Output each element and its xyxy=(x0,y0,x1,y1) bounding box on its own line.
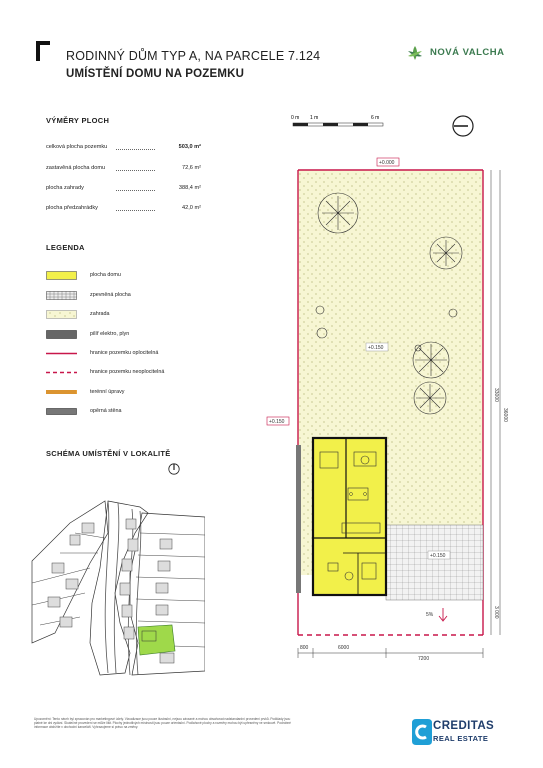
scale-label-0: 0 m xyxy=(291,115,300,121)
fence-dashed-swatch-icon xyxy=(46,368,77,377)
creditas-name: CREDITAS xyxy=(433,720,495,732)
level-left: +0.150 xyxy=(269,419,285,425)
area-row xyxy=(46,144,201,153)
location-map xyxy=(30,493,205,678)
legend-heading: LEGENDA xyxy=(46,243,85,252)
legend-item xyxy=(46,290,206,302)
leader-dots xyxy=(116,149,155,150)
leader-dots xyxy=(116,210,155,211)
terrace xyxy=(386,525,483,600)
leader-dots xyxy=(116,190,155,191)
legend-item xyxy=(46,387,206,399)
brand-name: NOVÁ VALCHA xyxy=(430,47,505,58)
page-subtitle: UMÍSTĚNÍ DOMU NA POZEMKU xyxy=(66,68,245,80)
level-garden: +0.150 xyxy=(368,345,384,351)
level-top: +0.000 xyxy=(379,160,395,166)
wall-swatch-icon xyxy=(46,407,77,416)
legend-item xyxy=(46,329,206,341)
area-label: zastavěná plocha domu xyxy=(46,165,106,171)
house-footprint xyxy=(313,438,386,595)
area-row xyxy=(46,185,201,194)
scale-label-6: 6 m xyxy=(371,115,380,121)
leader-dots xyxy=(116,170,155,171)
dim-a: 800 xyxy=(300,645,309,651)
area-label: plocha zahrady xyxy=(46,185,84,191)
area-row xyxy=(46,165,201,174)
location-heading: SCHÉMA UMÍSTĚNÍ V LOKALITĚ xyxy=(46,449,171,458)
legend-item xyxy=(46,309,206,321)
legend-label: zpevněná plocha xyxy=(90,292,131,298)
scale-label-1: 1 m xyxy=(310,115,319,121)
pillar-swatch-icon xyxy=(46,330,77,339)
terrain-swatch-icon xyxy=(46,388,77,397)
areas-heading: VÝMĚRY PLOCH xyxy=(46,116,110,125)
area-value: 503,0 m² xyxy=(178,144,201,150)
legend-label: pilíř elektro, plyn xyxy=(90,331,130,337)
site-plan xyxy=(258,108,528,663)
north-arrow-icon xyxy=(453,116,473,136)
area-row xyxy=(46,205,201,214)
scale-bar xyxy=(291,115,383,126)
north-arrow-icon xyxy=(168,463,180,475)
area-label: celková plocha pozemku xyxy=(46,144,108,150)
legend-item xyxy=(46,270,206,282)
dim-bottom: 3 000 xyxy=(493,606,499,619)
level-terrace: +0.150 xyxy=(430,553,446,559)
legend-label: terénní úpravy xyxy=(90,389,125,395)
paved-swatch-icon xyxy=(46,291,77,300)
legend-label: plocha domu xyxy=(90,272,121,278)
legend-label: hranice pozemku oplocitelná xyxy=(90,350,159,356)
dim-inner: 33000 xyxy=(493,388,499,402)
area-value: 72,6 m² xyxy=(182,165,201,171)
area-value: 42,0 m² xyxy=(182,205,201,211)
garden-swatch-icon xyxy=(46,310,77,319)
fence-solid-swatch-icon xyxy=(46,349,77,358)
slope-label: 5% xyxy=(426,612,434,618)
legend-item xyxy=(46,367,206,379)
disclaimer-text: Upozornění: Tento návrh byl zpracován pro marketingové účely. Vizualizace jsou pouze ilustrační, nejsou závazné a mohou obsahovat nadstandardní provedení prvků. Podklady jsou platné ke dni vydání. Skutečné provedení se může lišit. Plochy jednotlivých místností jsou pouze orientační. Podlahové plochy a rozměry mohou být upřesněny ve smlouvě. Podrobné informace obdržíte v obchodní kanceláři. Vyhrazujeme si právo na změny. xyxy=(34,717,291,730)
dim-total: 36000 xyxy=(502,408,508,422)
legend-item xyxy=(46,406,206,418)
area-label: plocha předzahrádky xyxy=(46,205,98,211)
legend-label: opěrná stěna xyxy=(90,408,122,414)
legend-label: zahrada xyxy=(90,311,110,317)
house-swatch-icon xyxy=(46,271,77,280)
legend-label: hranice pozemku neoplocitelná xyxy=(90,369,165,375)
logo-mark-icon xyxy=(36,41,50,61)
legend-item xyxy=(46,348,206,360)
area-value: 388,4 m² xyxy=(178,185,201,191)
creditas-subname: REAL ESTATE xyxy=(433,734,489,743)
dim-c: 7200 xyxy=(418,656,430,662)
dim-b: 6000 xyxy=(338,645,350,651)
page-title: RODINNÝ DŮM TYP A, NA PARCELE 7.124 xyxy=(66,49,321,63)
